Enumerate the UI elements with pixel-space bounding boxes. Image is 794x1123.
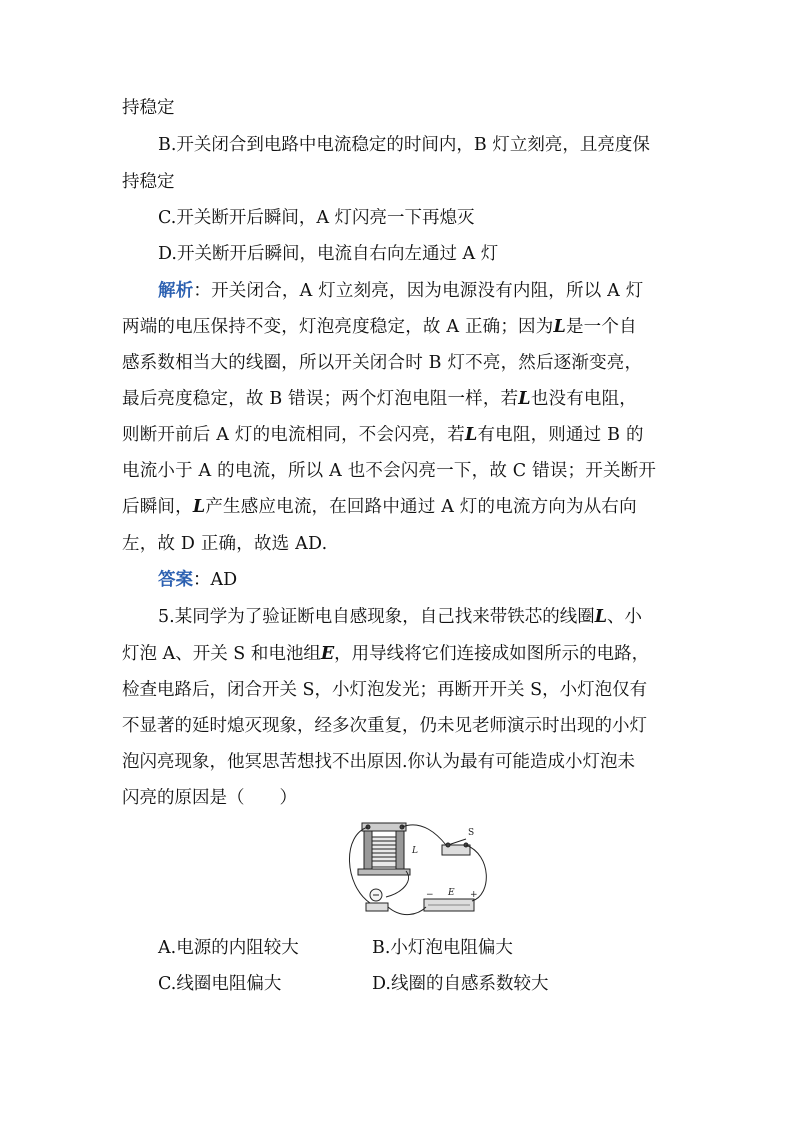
question5-line-6: 闪亮的原因是（ ） bbox=[122, 788, 297, 808]
switch-icon bbox=[442, 839, 470, 855]
option-a-continuation: 持稳定 bbox=[122, 98, 175, 118]
analysis-line-3: 感系数相当大的线圈，所以开关闭合时 B 灯不亮，然后逐渐变亮， bbox=[122, 353, 643, 373]
answer-line bbox=[158, 568, 678, 592]
coil-with-iron-core-icon bbox=[358, 823, 410, 875]
question5-line-3: 检查电路后，闭合开关 S，小灯泡发光；再断开开关 S，小灯泡仅有 bbox=[122, 680, 648, 700]
option-b-continuation: 持稳定 bbox=[122, 172, 175, 192]
question5-line-4: 不显著的延时熄灭现象，经多次重复，仍未见老师演示时出现的小灯 bbox=[122, 716, 647, 736]
battery-icon bbox=[424, 899, 474, 911]
battery-plus-label: + bbox=[470, 890, 478, 900]
option-b: B.小灯泡电阻偏大 bbox=[372, 938, 513, 958]
analysis-line-4: 最后亮度稳定，故 B 错误；两个灯泡电阻一样，若L也没有电阻， bbox=[122, 389, 638, 409]
analysis-line-8: 左，故 D 正确，故选 AD. bbox=[122, 534, 328, 554]
analysis-label: 解析 bbox=[158, 281, 194, 301]
answer-value: ：AD bbox=[193, 570, 238, 590]
battery-label: E bbox=[448, 888, 455, 898]
analysis-line-1: 解析：开关闭合，A 灯立刻亮，因为电源没有内阻，所以 A 灯 bbox=[158, 281, 644, 301]
coil-label: L bbox=[412, 846, 418, 856]
option-d-text: D.开关断开后瞬间，电流自右向左通过 A 灯 bbox=[158, 244, 499, 264]
battery-minus-label: − bbox=[426, 890, 434, 900]
option-a: A.电源的内阻较大 bbox=[158, 938, 299, 958]
circuit-figure bbox=[342, 815, 494, 923]
analysis-line-7: 后瞬间，L产生感应电流，在回路中通过 A 灯的电流方向为从右向 bbox=[122, 497, 637, 517]
question5-line-2: 灯泡 A、开关 S 和电池组E，用导线将它们连接成如图所示的电路， bbox=[122, 644, 650, 664]
option-c: C.线圈电阻偏大 bbox=[158, 974, 282, 994]
analysis-line-6: 电流小于 A 的电流，所以 A 也不会闪亮一下，故 C 错误；开关断开 bbox=[122, 461, 657, 481]
option-c-text: C.开关断开后瞬间，A 灯闪亮一下再熄灭 bbox=[158, 208, 475, 228]
question5-line-1: 5.某同学为了验证断电自感现象，自己找来带铁芯的线圈L、小 bbox=[158, 607, 643, 627]
option-b-text: B.开关闭合到电路中电流稳定的时间内，B 灯立刻亮，且亮度保 bbox=[158, 135, 650, 155]
question5-line-5: 泡闪亮现象，他冥思苦想找不出原因.你认为最有可能造成小灯泡未 bbox=[122, 752, 636, 772]
switch-label: S bbox=[468, 828, 475, 838]
option-d: D.线圈的自感系数较大 bbox=[372, 974, 549, 994]
answer-label: 答案 bbox=[158, 570, 193, 590]
lamp-icon bbox=[366, 889, 388, 911]
analysis-line-2: 两端的电压保持不变，灯泡亮度稳定，故 A 正确；因为L是一个自 bbox=[122, 317, 637, 337]
analysis-line-5: 则断开前后 A 灯的电流相同，不会闪亮，若L有电阻，则通过 B 的 bbox=[122, 425, 644, 445]
